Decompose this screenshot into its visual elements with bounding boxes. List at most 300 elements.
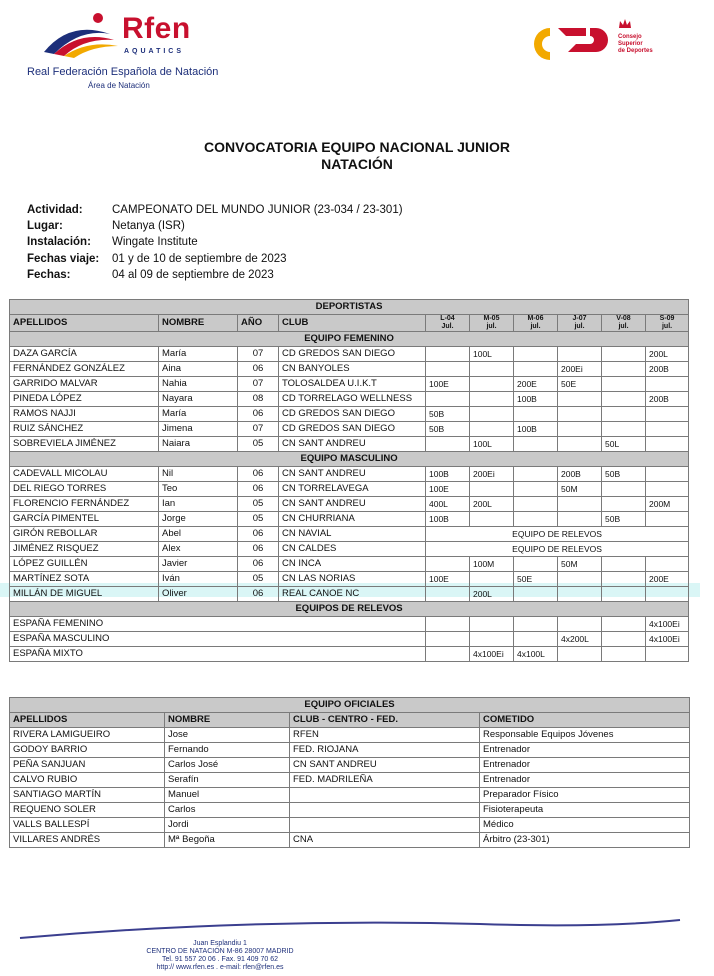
athlete-surname: PINEDA LÓPEZ	[10, 392, 159, 407]
official-club	[290, 803, 480, 818]
event-cell: 50B	[426, 422, 470, 437]
event-cell	[514, 482, 558, 497]
official-surname: SANTIAGO MARTÍN	[10, 788, 165, 803]
csd-logo	[528, 18, 678, 68]
athlete-surname: MARTÍNEZ SOTA	[10, 572, 159, 587]
day-header	[646, 315, 689, 332]
athlete-surname: DAZA GARCÍA	[10, 347, 159, 362]
athlete-year: 06	[238, 482, 279, 497]
event-cell	[514, 437, 558, 452]
event-cell	[514, 512, 558, 527]
athlete-year: 05	[238, 497, 279, 512]
athlete-surname: GARCÍA PIMENTEL	[10, 512, 159, 527]
athlete-row	[10, 407, 689, 422]
athlete-row	[10, 542, 689, 557]
day-label: M-05	[483, 315, 500, 322]
event-cell	[602, 482, 646, 497]
event-cell: 200E	[646, 572, 689, 587]
official-club: FED. RIOJANA	[290, 743, 480, 758]
athlete-row	[10, 347, 689, 362]
day-sublabel: jul.	[486, 323, 497, 330]
day-header	[602, 315, 646, 332]
relay-team-name: ESPAÑA FEMENINO	[10, 617, 426, 632]
event-cell	[646, 482, 689, 497]
official-role: Entrenador	[480, 758, 690, 773]
csd-line: Consejo	[618, 34, 642, 40]
athlete-row	[10, 392, 689, 407]
event-cell: 50M	[558, 557, 602, 572]
footer-wave-decoration	[0, 910, 714, 950]
athlete-row	[10, 512, 689, 527]
column-header: NOMBRE	[159, 315, 238, 332]
csd-text	[618, 34, 653, 55]
event-cell: 100B	[514, 392, 558, 407]
event-cell	[602, 572, 646, 587]
athlete-name: Javier	[159, 557, 238, 572]
section-title: DEPORTISTAS	[10, 300, 689, 315]
event-cell: 50B	[602, 512, 646, 527]
section-header-row	[10, 332, 689, 347]
athlete-club: CD GREDOS SAN DIEGO	[279, 407, 426, 422]
athlete-year: 05	[238, 512, 279, 527]
rfen-logo	[40, 10, 230, 60]
info-label: Fechas:	[27, 269, 71, 281]
event-cell: 200L	[470, 587, 514, 602]
athlete-name: María	[159, 407, 238, 422]
official-surname: CALVO RUBIO	[10, 773, 165, 788]
event-cell	[514, 347, 558, 362]
section-header-row	[10, 698, 690, 713]
event-cell	[514, 632, 558, 647]
official-surname: VILLARES ANDRÉS	[10, 833, 165, 848]
event-cell: 4x200L	[558, 632, 602, 647]
section-title: EQUIPO MASCULINO	[10, 452, 689, 467]
relay-note: EQUIPO DE RELEVOS	[426, 542, 689, 557]
event-cell	[646, 587, 689, 602]
event-cell	[646, 377, 689, 392]
event-cell	[602, 497, 646, 512]
official-role: Preparador Físico	[480, 788, 690, 803]
day-sublabel: jul.	[530, 323, 541, 330]
athlete-club: CN CHURRIANA	[279, 512, 426, 527]
event-cell: 200M	[646, 497, 689, 512]
event-cell	[426, 647, 470, 662]
athlete-club: CN TORRELAVEGA	[279, 482, 426, 497]
info-value: CAMPEONATO DEL MUNDO JUNIOR (23-034 / 23-301)	[112, 204, 403, 216]
event-cell	[470, 512, 514, 527]
athlete-name: Nayara	[159, 392, 238, 407]
athlete-year: 05	[238, 572, 279, 587]
event-cell	[470, 632, 514, 647]
event-cell	[558, 572, 602, 587]
athlete-club: CN INCA	[279, 557, 426, 572]
official-club	[290, 818, 480, 833]
athlete-year: 06	[238, 587, 279, 602]
event-cell	[470, 392, 514, 407]
day-label: S-09	[659, 315, 675, 322]
day-label: M-06	[527, 315, 544, 322]
day-sublabel: jul.	[661, 323, 673, 330]
section-title: EQUIPO OFICIALES	[10, 698, 690, 713]
athlete-surname: GARRIDO MALVAR	[10, 377, 159, 392]
relay-note: EQUIPO DE RELEVOS	[426, 527, 689, 542]
official-surname: REQUENO SOLER	[10, 803, 165, 818]
official-role: Entrenador	[480, 743, 690, 758]
athlete-club: CD TORRELAGO WELLNESS	[279, 392, 426, 407]
section-title: EQUIPOS DE RELEVOS	[10, 602, 689, 617]
official-name: Serafín	[165, 773, 290, 788]
event-cell	[558, 497, 602, 512]
column-header: COMETIDO	[480, 713, 690, 728]
event-cell: 200B	[646, 392, 689, 407]
event-cell	[602, 587, 646, 602]
footer-line: Juan Esplandiu 1	[193, 940, 247, 947]
athlete-name: María	[159, 347, 238, 362]
document-subtitle: NATACIÓN	[321, 156, 393, 172]
athlete-surname: LÓPEZ GUILLÉN	[10, 557, 159, 572]
athlete-row	[10, 527, 689, 542]
event-cell: 100E	[426, 377, 470, 392]
athlete-year: 06	[238, 362, 279, 377]
event-cell: 100E	[426, 572, 470, 587]
event-cell: 4x100L	[514, 647, 558, 662]
athlete-club: CN SANT ANDREU	[279, 497, 426, 512]
info-label: Actividad:	[27, 204, 83, 216]
day-header	[426, 315, 470, 332]
day-header	[514, 315, 558, 332]
event-cell	[470, 377, 514, 392]
official-club: CN SANT ANDREU	[290, 758, 480, 773]
info-value: Netanya (ISR)	[112, 220, 185, 232]
info-value: 04 al 09 de septiembre de 2023	[112, 269, 274, 281]
info-value: Wingate Institute	[112, 236, 198, 248]
athlete-surname: JIMÉNEZ RISQUEZ	[10, 542, 159, 557]
footer-line: http:// www.rfen.es . e-mail: rfen@rfen.es	[156, 964, 284, 971]
athlete-club: CN CALDES	[279, 542, 426, 557]
event-cell	[514, 497, 558, 512]
day-sublabel: jul.	[618, 323, 629, 330]
relay-row	[10, 647, 689, 662]
event-cell	[558, 617, 602, 632]
event-cell: 200L	[646, 347, 689, 362]
athlete-surname: GIRÓN REBOLLAR	[10, 527, 159, 542]
event-cell: 50M	[558, 482, 602, 497]
athlete-row	[10, 362, 689, 377]
athlete-row	[10, 557, 689, 572]
athlete-name: Ian	[159, 497, 238, 512]
event-cell	[602, 557, 646, 572]
event-cell	[426, 392, 470, 407]
athlete-row	[10, 377, 689, 392]
day-sublabel: Jul.	[441, 323, 454, 330]
federation-area: Área de Natación	[88, 81, 150, 90]
official-role: Entrenador	[480, 773, 690, 788]
official-row	[10, 833, 690, 848]
event-cell	[602, 362, 646, 377]
athlete-club: CN NAVIAL	[279, 527, 426, 542]
section-header-row	[10, 452, 689, 467]
official-club: FED. MADRILEÑA	[290, 773, 480, 788]
event-cell	[602, 377, 646, 392]
event-cell: 200Ei	[558, 362, 602, 377]
event-cell: 4x100Ei	[646, 632, 689, 647]
official-club: RFEN	[290, 728, 480, 743]
official-name: Carlos José	[165, 758, 290, 773]
athlete-row	[10, 497, 689, 512]
event-cell	[646, 467, 689, 482]
csd-line: Superior	[618, 41, 643, 47]
event-cell: 50B	[602, 467, 646, 482]
event-cell: 100L	[470, 437, 514, 452]
section-header-row	[10, 300, 689, 315]
athlete-year: 06	[238, 542, 279, 557]
day-label: L-04	[440, 315, 455, 322]
athlete-name: Nil	[159, 467, 238, 482]
official-name: Fernando	[165, 743, 290, 758]
event-cell	[514, 587, 558, 602]
event-cell	[514, 407, 558, 422]
event-cell	[514, 467, 558, 482]
event-cell: 50E	[558, 377, 602, 392]
athlete-club: TOLOSALDEA U.I.K.T	[279, 377, 426, 392]
athlete-name: Teo	[159, 482, 238, 497]
official-surname: GODOY BARRIO	[10, 743, 165, 758]
event-cell	[602, 632, 646, 647]
event-cell: 200B	[646, 362, 689, 377]
official-role: Árbitro (23-301)	[480, 833, 690, 848]
column-header: CLUB	[279, 315, 426, 332]
event-cell	[558, 347, 602, 362]
event-cell	[602, 617, 646, 632]
relay-team-name: ESPAÑA MASCULINO	[10, 632, 426, 647]
event-cell	[426, 557, 470, 572]
athlete-name: Oliver	[159, 587, 238, 602]
official-name: Manuel	[165, 788, 290, 803]
athlete-name: Alex	[159, 542, 238, 557]
event-cell	[646, 407, 689, 422]
official-role: Fisioterapeuta	[480, 803, 690, 818]
athlete-club: REAL CANOE NC	[279, 587, 426, 602]
column-header: APELLIDOS	[10, 315, 159, 332]
event-cell	[558, 647, 602, 662]
relay-row	[10, 632, 689, 647]
athlete-name: Nahia	[159, 377, 238, 392]
athlete-surname: RAMOS NAJJI	[10, 407, 159, 422]
athlete-name: Aina	[159, 362, 238, 377]
athlete-row	[10, 422, 689, 437]
section-header-row	[10, 602, 689, 617]
event-cell: 4x100Ei	[646, 617, 689, 632]
event-cell	[646, 512, 689, 527]
athlete-name: Naiara	[159, 437, 238, 452]
athlete-name: Iván	[159, 572, 238, 587]
athletes-table	[9, 299, 689, 662]
footer-line: CENTRO DE NATACIÓN M-86 28007 MADRID	[146, 948, 294, 955]
official-club	[290, 788, 480, 803]
day-header	[558, 315, 602, 332]
athlete-name: Jorge	[159, 512, 238, 527]
official-role: Médico	[480, 818, 690, 833]
athlete-name: Abel	[159, 527, 238, 542]
official-surname: VALLS BALLESPÍ	[10, 818, 165, 833]
event-cell	[470, 422, 514, 437]
athlete-surname: RUIZ SÁNCHEZ	[10, 422, 159, 437]
official-role: Responsable Equipos Jóvenes	[480, 728, 690, 743]
event-cell	[646, 647, 689, 662]
athlete-row	[10, 572, 689, 587]
athlete-year: 07	[238, 377, 279, 392]
footer-address	[110, 940, 330, 972]
csd-emblem-icon	[528, 22, 618, 66]
federation-name: Real Federación Española de Natación	[27, 66, 219, 78]
athlete-year: 06	[238, 527, 279, 542]
athlete-surname: DEL RIEGO TORRES	[10, 482, 159, 497]
athlete-club: CD GREDOS SAN DIEGO	[279, 347, 426, 362]
event-cell	[470, 362, 514, 377]
athlete-club: CN SANT ANDREU	[279, 467, 426, 482]
event-cell	[426, 437, 470, 452]
event-cell: 400L	[426, 497, 470, 512]
athlete-row	[10, 482, 689, 497]
event-cell	[514, 617, 558, 632]
event-cell	[602, 407, 646, 422]
event-cell	[426, 587, 470, 602]
official-name: Jose	[165, 728, 290, 743]
event-cell	[558, 437, 602, 452]
event-cell	[602, 422, 646, 437]
swimmer-logo-icon	[40, 10, 120, 60]
athlete-year: 08	[238, 392, 279, 407]
column-header: APELLIDOS	[10, 713, 165, 728]
event-cell	[558, 512, 602, 527]
official-row	[10, 818, 690, 833]
logo-subtitle: AQUATICS	[124, 48, 185, 55]
info-label: Instalación:	[27, 236, 91, 248]
event-cell	[602, 347, 646, 362]
athlete-year: 06	[238, 467, 279, 482]
event-cell: 100L	[470, 347, 514, 362]
event-cell: 50L	[602, 437, 646, 452]
event-cell: 100E	[426, 482, 470, 497]
official-surname: RIVERA LAMIGUEIRO	[10, 728, 165, 743]
day-header	[470, 315, 514, 332]
event-cell: 200L	[470, 497, 514, 512]
column-header: NOMBRE	[165, 713, 290, 728]
event-cell: 100B	[426, 467, 470, 482]
athlete-year: 05	[238, 437, 279, 452]
event-cell: 4x100Ei	[470, 647, 514, 662]
athlete-year: 06	[238, 407, 279, 422]
event-cell	[602, 647, 646, 662]
day-label: J-07	[572, 315, 587, 322]
athlete-row	[10, 467, 689, 482]
official-surname: PEÑA SANJUAN	[10, 758, 165, 773]
official-name: Carlos	[165, 803, 290, 818]
athlete-row	[10, 437, 689, 452]
event-cell	[514, 362, 558, 377]
official-row	[10, 728, 690, 743]
athlete-club: CN SANT ANDREU	[279, 437, 426, 452]
event-cell: 50E	[514, 572, 558, 587]
info-label: Lugar:	[27, 220, 63, 232]
column-header-row	[10, 713, 690, 728]
event-cell	[514, 557, 558, 572]
column-header-row	[10, 315, 689, 332]
event-cell	[646, 422, 689, 437]
official-name: Jordi	[165, 818, 290, 833]
event-cell: 100B	[426, 512, 470, 527]
official-row	[10, 803, 690, 818]
event-cell	[470, 617, 514, 632]
event-cell	[426, 632, 470, 647]
official-club: CNA	[290, 833, 480, 848]
event-cell: 100B	[514, 422, 558, 437]
event-cell	[470, 572, 514, 587]
athlete-surname: SOBREVIELA JIMÉNEZ	[10, 437, 159, 452]
event-cell	[646, 557, 689, 572]
event-cell	[602, 392, 646, 407]
event-cell	[558, 392, 602, 407]
athlete-club: CD GREDOS SAN DIEGO	[279, 422, 426, 437]
day-label: V-08	[616, 315, 631, 322]
footer-line: Tel. 91 557 20 06 . Fax. 91 409 70 62	[162, 956, 278, 963]
athlete-surname: FERNÁNDEZ GONZÁLEZ	[10, 362, 159, 377]
logo-wordmark: Rfen	[122, 12, 191, 45]
official-row	[10, 758, 690, 773]
column-header: CLUB - CENTRO - FED.	[290, 713, 480, 728]
document-title: CONVOCATORIA EQUIPO NACIONAL JUNIOR	[204, 139, 510, 155]
event-cell	[426, 362, 470, 377]
athlete-name: Jimena	[159, 422, 238, 437]
event-cell	[426, 347, 470, 362]
athlete-row	[10, 587, 689, 602]
official-row	[10, 743, 690, 758]
event-cell: 50B	[426, 407, 470, 422]
event-cell	[646, 437, 689, 452]
athlete-club: CN BANYOLES	[279, 362, 426, 377]
event-cell: 200B	[558, 467, 602, 482]
info-value: 01 y de 10 de septiembre de 2023	[112, 253, 287, 265]
official-row	[10, 788, 690, 803]
column-header: AÑO	[238, 315, 279, 332]
event-cell	[470, 407, 514, 422]
official-name: Mª Begoña	[165, 833, 290, 848]
official-row	[10, 773, 690, 788]
crown-icon	[618, 18, 632, 30]
athlete-surname: CADEVALL MICOLAU	[10, 467, 159, 482]
athlete-year: 06	[238, 557, 279, 572]
athlete-surname: MILLÁN DE MIGUEL	[10, 587, 159, 602]
athlete-year: 07	[238, 422, 279, 437]
info-label: Fechas viaje:	[27, 253, 100, 265]
csd-line: de Deportes	[618, 48, 653, 54]
day-sublabel: jul.	[574, 323, 585, 330]
event-cell	[558, 587, 602, 602]
event-cell	[470, 482, 514, 497]
event-cell	[426, 617, 470, 632]
event-cell: 200Ei	[470, 467, 514, 482]
event-cell: 200E	[514, 377, 558, 392]
relay-row	[10, 617, 689, 632]
event-cell	[558, 422, 602, 437]
officials-table	[9, 697, 690, 848]
section-title: EQUIPO FEMENINO	[10, 332, 689, 347]
event-cell: 100M	[470, 557, 514, 572]
event-cell	[558, 407, 602, 422]
athlete-surname: FLORENCIO FERNÁNDEZ	[10, 497, 159, 512]
athlete-club: CN LAS NORIAS	[279, 572, 426, 587]
athlete-year: 07	[238, 347, 279, 362]
